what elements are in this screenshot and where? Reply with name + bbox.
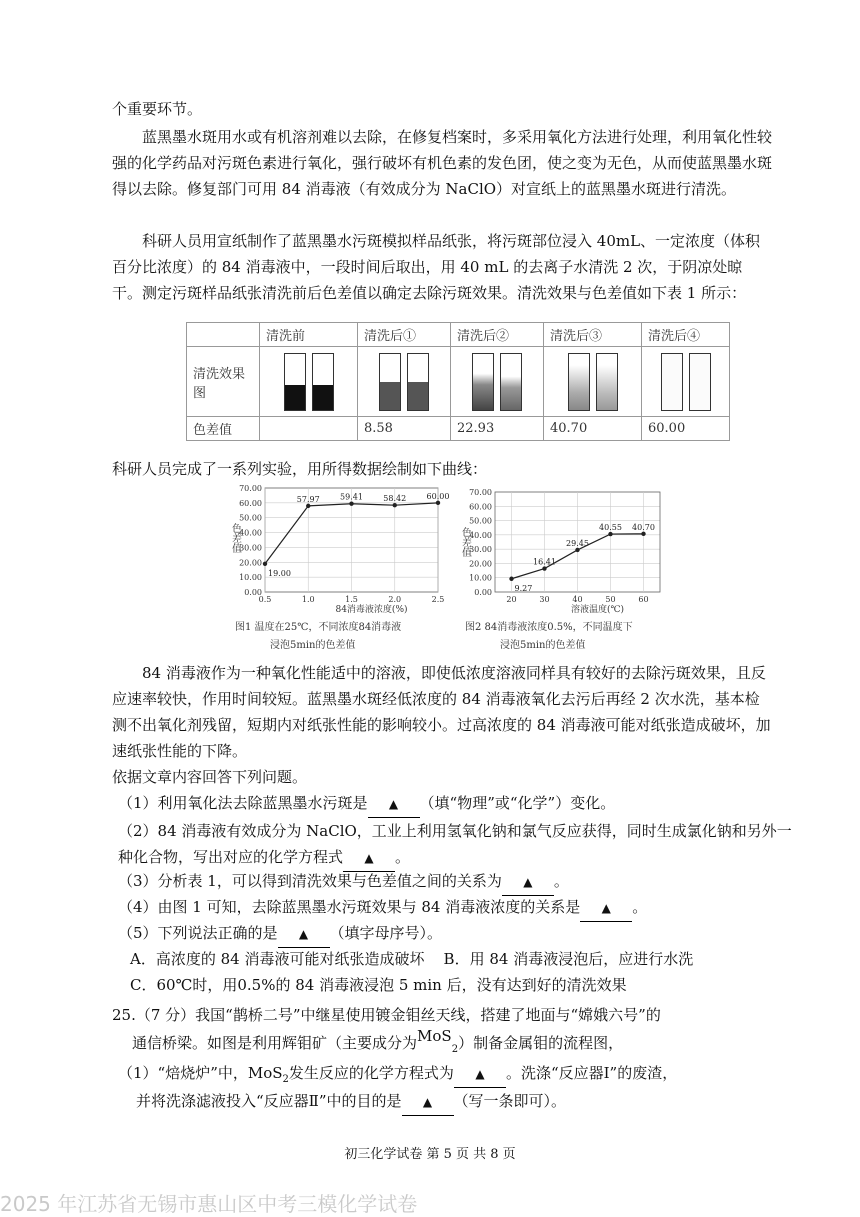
- y-axis-label: 色差值: [229, 523, 241, 553]
- y-tick-label: 30.00: [239, 543, 262, 553]
- answer-blank-q2[interactable]: ▲: [343, 845, 395, 872]
- sample-after-1: [358, 347, 451, 417]
- sample-after-4: [642, 347, 730, 417]
- para-3: 科研人员完成了一系列实验，用所得数据绘制如下曲线：: [112, 460, 488, 478]
- answer-blank-q5[interactable]: ▲: [278, 921, 330, 948]
- para-4: 84 消毒液作为一种氧化性能适中的溶液，即使低浓度溶液同样具有较好的去除污斑效果，且反应速率较快，作用时间较短。蓝黑墨水斑经低浓度的 84 消毒液氧化去污后再经 2 次水洗，基本检测不出氧化剂残留，短期内对纸张性能的影响较小。过高浓度的 84 消毒液可能对纸张造成破坏，加速纸张性能的下降。: [112, 664, 771, 760]
- figure-caption-2: 浸泡5min的色差值: [270, 640, 356, 651]
- data-label: 58.42: [383, 494, 407, 504]
- watermark: 2025 年江苏省无锡市惠山区中考三模化学试卷: [0, 1192, 418, 1216]
- q3-text-a: （3）分析表 1，可以得到清洗效果与色差值之间的关系为: [118, 872, 502, 890]
- x-tick-label: 1.5: [345, 595, 358, 604]
- figure-caption-2: 浸泡5min的色差值: [500, 640, 586, 651]
- q25-1-text-a: （1）“焙烧炉”中，MoS: [118, 1064, 283, 1082]
- y-tick-label: 60.00: [469, 502, 492, 512]
- table-value-cell: [260, 417, 358, 441]
- q25-text-b: 通信桥梁。如图是利用辉钼矿（主要成分为: [132, 1034, 418, 1052]
- data-point: [306, 504, 310, 508]
- mos2-formula: MoS$_2$: [417, 1027, 459, 1055]
- y-tick-label: 20.00: [239, 558, 262, 568]
- y-tick-label: 40.00: [239, 528, 262, 538]
- data-point: [349, 502, 353, 506]
- x-tick-label: 20: [506, 595, 517, 604]
- question-1: [118, 790, 798, 818]
- y-tick-label: 10.00: [239, 573, 262, 583]
- y-tick-label: 20.00: [469, 559, 492, 569]
- table-header-cell: 清洗后①: [358, 323, 451, 347]
- q4-text-b: 。: [632, 898, 648, 916]
- q3-text-b: 。: [553, 872, 569, 890]
- table-value-cell: 8.58: [358, 417, 451, 441]
- data-point: [436, 501, 440, 505]
- option-c: C．60℃时，用0.5%的 84 消毒液浸泡 5 min 后，没有达到好的清洗效果: [130, 976, 627, 994]
- data-label: 59.41: [340, 492, 363, 502]
- x-tick-label: 0.5: [258, 595, 272, 604]
- y-axis-label: 色差值: [459, 527, 471, 557]
- answer-blank-q25-1[interactable]: ▲: [454, 1061, 506, 1088]
- page-footer: 初三化学试卷 第 5 页 共 8 页: [344, 1147, 516, 1162]
- data-label: 29.45: [566, 538, 589, 548]
- question-4: [118, 894, 798, 922]
- x-tick-label: 40: [572, 595, 583, 604]
- x-axis-label: 84消毒液浓度(%): [335, 605, 408, 615]
- x-tick-label: 30: [539, 595, 550, 604]
- para-1: 蓝黑墨水斑用水或有机溶剂难以去除，在修复档案时，多采用氧化方法进行处理，利用氧化性较强的化学药品对污斑色素进行氧化，强行破坏有机色素的发色团，使之变为无色，从而使蓝黑墨水斑得以去除。修复部门可用 84 消毒液（有效成分为 NaClO）对宣纸上的蓝黑墨水斑进行清洗。: [112, 128, 773, 198]
- x-tick-label: 1.0: [301, 595, 315, 604]
- q2-text-b: 。: [395, 848, 411, 866]
- y-tick-label: 30.00: [469, 545, 492, 555]
- question-25-1-cont: [136, 1088, 816, 1116]
- y-tick-label: 70.00: [239, 484, 262, 493]
- data-point: [641, 532, 645, 536]
- table-header-cell: 清洗后④: [642, 323, 730, 347]
- question-3: [118, 868, 798, 896]
- table-header-row: [187, 323, 730, 347]
- option-b: B．用 84 消毒液浸泡后，应进行水洗: [443, 950, 694, 968]
- data-label: 16.41: [533, 557, 556, 567]
- table-header-cell: 清洗后③: [544, 323, 642, 347]
- row-label-image: 清洗效果图: [187, 347, 260, 417]
- answer-blank-q4[interactable]: ▲: [580, 895, 632, 922]
- figure-caption: 图2 84消毒液浓度0.5%，不同温度下: [465, 622, 633, 633]
- data-label: 9.27: [514, 583, 533, 593]
- question-25-line1: 25.（7 分）我国“鹊桥二号”中继星使用镀金钼丝天线，搭建了地面与“嫦娥六号”的: [112, 1006, 661, 1024]
- y-tick-label: 0.00: [244, 588, 262, 597]
- para-2: 科研人员用宣纸制作了蓝黑墨水污斑模拟样品纸张，将污斑部位浸入 40mL、一定浓度（体积百分比浓度）的 84 消毒液中，一段时间后取出，用 40 mL 的去离子水清洗 2 次，于阴凉处晾干。测定污斑样品纸张清洗前后色差值以确定去除污斑效果。清洗效果与色差值如下表 1 所示：: [112, 232, 761, 302]
- x-tick-label: 50: [605, 595, 616, 604]
- x-axis-label: 溶液温度(℃): [570, 605, 625, 615]
- q25-1-text-e: （写一条即可）。: [453, 1092, 567, 1110]
- table-header-cell: [187, 323, 260, 347]
- question-25-line2: [132, 1027, 812, 1063]
- y-tick-label: 0.00: [474, 588, 492, 597]
- answer-blank-q25-2[interactable]: ▲: [402, 1089, 454, 1116]
- y-tick-label: 50.00: [469, 516, 492, 526]
- data-point: [575, 548, 579, 552]
- answer-blank-q1[interactable]: ▲: [368, 791, 420, 818]
- table-1: [186, 322, 730, 441]
- y-tick-label: 40.00: [469, 530, 492, 540]
- q5-text-b: （填字母序号）。: [329, 924, 443, 942]
- para-5: 依据文章内容回答下列问题。: [112, 768, 308, 786]
- data-point: [608, 532, 612, 536]
- data-point: [542, 566, 546, 570]
- q4-text-a: （4）由图 1 可知，去除蓝黑墨水污斑效果与 84 消毒液浓度的关系是: [118, 898, 581, 916]
- table-image-row: [187, 347, 730, 417]
- sample-after-3: [544, 347, 642, 417]
- para-0: 个重要环节。: [112, 100, 203, 118]
- x-tick-label: 60: [638, 595, 649, 604]
- data-label: 60.00: [426, 491, 450, 501]
- chart-2: [455, 482, 680, 652]
- q25-text-c: ）制备金属钼的流程图，: [458, 1034, 624, 1052]
- data-label: 19.00: [268, 568, 291, 578]
- option-a: A．高浓度的 84 消毒液可能对纸张造成破坏: [130, 950, 425, 968]
- answer-blank-q3[interactable]: ▲: [502, 869, 554, 896]
- question-25-1: （1）“焙烧炉”中，MoS$_2$发生反应的化学方程式为 ▲ 。洗涤“反应器Ⅰ”的废渣，: [118, 1060, 798, 1093]
- table-header-cell: 清洗后②: [451, 323, 544, 347]
- data-point: [393, 503, 397, 507]
- row-label-value: 色差值: [187, 417, 260, 441]
- option-row-ab: [130, 946, 810, 972]
- y-tick-label: 70.00: [469, 488, 492, 497]
- chart-1: [210, 482, 455, 652]
- question-5: [118, 920, 798, 948]
- data-label: 40.70: [632, 522, 655, 532]
- table-value-cell: 60.00: [642, 417, 730, 441]
- q1-text-a: （1）利用氧化法去除蓝黑墨水污斑是: [118, 794, 368, 812]
- q25-1-text-c: 。洗涤“反应器Ⅰ”的废渣，: [505, 1064, 678, 1082]
- x-tick-label: 2.0: [388, 595, 402, 604]
- table-value-cell: 22.93: [451, 417, 544, 441]
- q25-1-text-b: 发生反应的化学方程式为: [288, 1064, 454, 1082]
- y-tick-label: 50.00: [239, 513, 262, 523]
- sample-after-2: [451, 347, 544, 417]
- q5-text-a: （5）下列说法正确的是: [118, 924, 278, 942]
- x-tick-label: 2.5: [431, 595, 445, 604]
- sample-before: [260, 347, 358, 417]
- q1-text-b: （填“物理”或“化学”）变化。: [419, 794, 616, 812]
- data-label: 57.97: [296, 494, 320, 504]
- data-point: [509, 577, 513, 581]
- q25-1-text-d: 并将洗涤滤液投入“反应器Ⅱ”中的目的是: [136, 1092, 402, 1110]
- y-tick-label: 60.00: [239, 498, 262, 508]
- figure-caption: 图1 温度在25℃，不同浓度84消毒液: [235, 622, 402, 633]
- question-2: [118, 818, 798, 872]
- data-point: [263, 562, 267, 566]
- q2-text-a: （2）84 消毒液有效成分为 NaClO，工业上利用氢氧化钠和氯气反应获得，同时生成氯化钠和另外一种化合物，写出对应的化学方程式: [118, 822, 792, 866]
- table-value-cell: 40.70: [544, 417, 642, 441]
- data-label: 40.55: [599, 523, 622, 533]
- y-tick-label: 10.00: [469, 573, 492, 583]
- table-header-cell: 清洗前: [260, 323, 358, 347]
- table-value-row: [187, 417, 730, 441]
